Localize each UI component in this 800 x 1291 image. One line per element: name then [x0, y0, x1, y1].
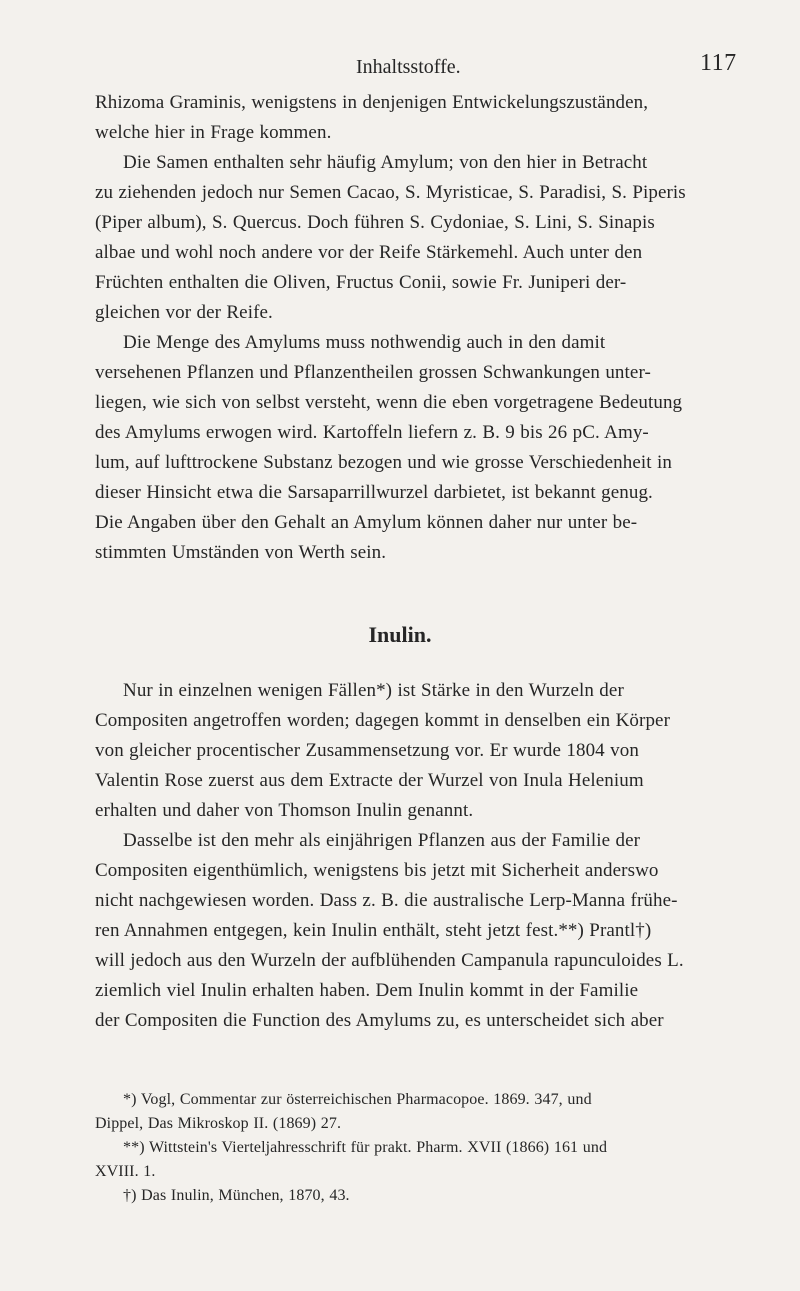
text-line: Die Menge des Amylums muss nothwendig auch in den damit	[123, 332, 606, 353]
footnote-line: *) Vogl, Commentar zur österreichischen Pharmacopoe. 1869. 347, und	[123, 1091, 592, 1108]
page-number: 117	[700, 50, 737, 76]
text-line: will jedoch aus den Wurzeln der aufblühenden Campanula rapunculoides L.	[95, 950, 684, 971]
page-header	[0, 50, 800, 80]
footnote-line: †) Das Inulin, München, 1870, 43.	[123, 1187, 350, 1204]
section-amylum-text	[95, 88, 710, 568]
text-line: zu ziehenden jedoch nur Semen Cacao, S. Myristicae, S. Paradisi, S. Piperis	[95, 182, 686, 203]
text-line: von gleicher procentischer Zusammensetzung vor. Er wurde 1804 von	[95, 740, 639, 761]
text-line: Compositen angetroffen worden; dagegen kommt in denselben ein Körper	[95, 710, 671, 731]
section-heading-inulin: Inulin.	[368, 622, 432, 647]
text-line: Compositen eigenthümlich, wenigstens bis jetzt mit Sicherheit anderswo	[95, 860, 659, 881]
text-line: versehenen Pflanzen und Pflanzentheilen grossen Schwankungen unter-	[95, 362, 651, 383]
text-line: erhalten und daher von Thomson Inulin genannt.	[95, 800, 474, 821]
text-line: (Piper album), S. Quercus. Doch führen S. Cydoniae, S. Lini, S. Sinapis	[95, 212, 655, 233]
text-line: Die Samen enthalten sehr häufig Amylum; von den hier in Betracht	[123, 152, 648, 173]
text-line: Die Angaben über den Gehalt an Amylum können daher nur unter be-	[95, 512, 638, 533]
text-line: der Compositen die Function des Amylums zu, es unterscheidet sich aber	[95, 1010, 664, 1031]
text-line: Früchten enthalten die Oliven, Fructus Conii, sowie Fr. Juniperi der-	[95, 272, 627, 293]
running-title: Inhaltsstoffe.	[356, 56, 461, 78]
text-line: liegen, wie sich von selbst versteht, wenn die eben vorgetragene Bedeutung	[95, 392, 683, 413]
text-line: Dasselbe ist den mehr als einjährigen Pflanzen aus der Familie der	[123, 830, 641, 851]
footnote-line: **) Wittstein's Vierteljahresschrift für prakt. Pharm. XVII (1866) 161 und	[123, 1139, 608, 1156]
text-line: stimmten Umständen von Werth sein.	[95, 542, 387, 563]
text-line: dieser Hinsicht etwa die Sarsaparrillwurzel darbietet, ist bekannt genug.	[95, 482, 653, 503]
text-line: ren Annahmen entgegen, kein Inulin enthält, steht jetzt fest.**) Prantl†)	[95, 920, 652, 941]
text-line: lum, auf lufttrockene Substanz bezogen und wie grosse Verschiedenheit in	[95, 452, 672, 473]
footnote-line: Dippel, Das Mikroskop II. (1869) 27.	[95, 1115, 342, 1132]
text-line: des Amylums erwogen wird. Kartoffeln liefern z. B. 9 bis 26 pC. Amy-	[95, 422, 649, 443]
text-line: Nur in einzelnen wenigen Fällen*) ist Stärke in den Wurzeln der	[123, 680, 624, 701]
text-line: albae und wohl noch andere vor der Reife Stärkemehl. Auch unter den	[95, 242, 643, 263]
footnotes	[95, 1088, 710, 1208]
section-inulin-text	[95, 676, 710, 1036]
text-line: Rhizoma Graminis, wenigstens in denjenigen Entwickelungszuständen,	[95, 92, 649, 113]
text-line: ziemlich viel Inulin erhalten haben. Dem Inulin kommt in der Familie	[95, 980, 639, 1001]
text-line: Valentin Rose zuerst aus dem Extracte der Wurzel von Inula Helenium	[95, 770, 644, 791]
text-line: nicht nachgewiesen worden. Dass z. B. die australische Lerp-Manna frühe-	[95, 890, 678, 911]
text-line: gleichen vor der Reife.	[95, 302, 273, 323]
footnote-line: XVIII. 1.	[95, 1163, 156, 1180]
text-line: welche hier in Frage kommen.	[95, 122, 332, 143]
